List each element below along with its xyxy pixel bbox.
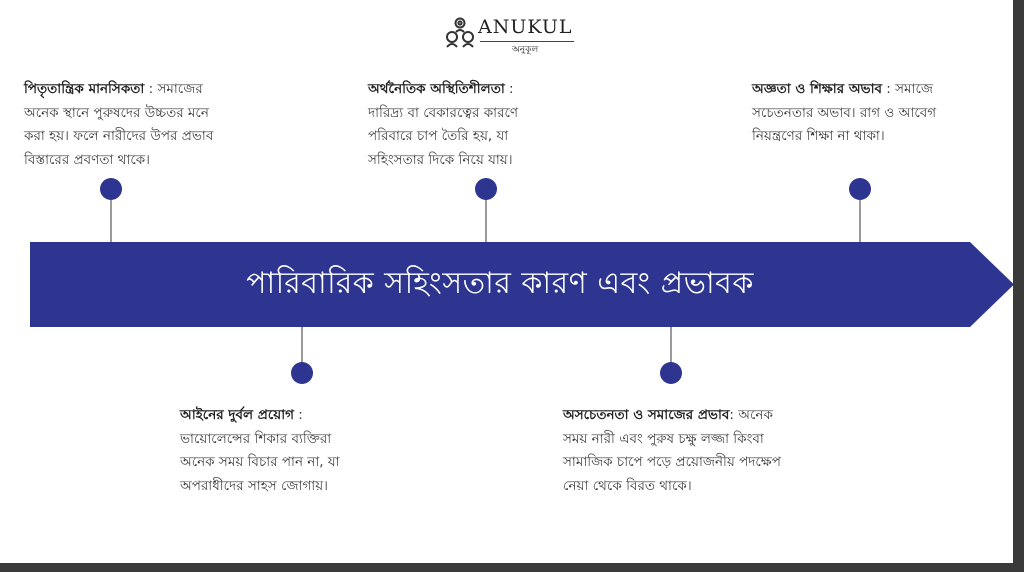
cause-separator: :: [293, 407, 303, 423]
timeline-dot: [475, 178, 497, 200]
title-banner-arrow: [30, 242, 1014, 327]
timeline-dot: [849, 178, 871, 200]
window-frame-right: [1013, 0, 1024, 572]
cause-heading: অজ্ঞতা ও শিক্ষার অভাব: [752, 81, 882, 97]
cause-block-unawareness: [563, 404, 863, 498]
window-frame-bottom: [0, 563, 1024, 572]
cause-line: সামাজিক চাপে পড়ে প্রয়োজনীয় পদক্ষেপ: [563, 454, 781, 470]
cause-line: সচেতনতার অভাব। রাগ ও আবেগ: [752, 104, 937, 121]
connector-stem: [110, 198, 112, 242]
cause-line: অপরাধীদের সাহস জোগায়।: [180, 477, 329, 494]
cause-heading: অসচেতনতা ও সমাজের প্রভাব: [563, 407, 730, 423]
cause-separator: :: [144, 81, 158, 97]
cause-line: বিস্তারের প্রবণতা থাকে।: [24, 151, 151, 168]
cause-heading: পিতৃতান্ত্রিক মানসিকতা: [24, 81, 145, 97]
cause-heading: অর্থনৈতিক অস্থিতিশীলতা: [368, 81, 505, 97]
cause-line: নিয়ন্ত্রণের শিক্ষা না থাকা।: [752, 128, 885, 144]
cause-line: অনেক সময় বিচার পান না, যা: [180, 454, 340, 470]
cause-line: সমাজের: [157, 81, 203, 97]
cause-block-ignorance: [752, 78, 1002, 149]
cause-block-patriarchy: [24, 78, 284, 172]
cause-line: পরিবারে চাপ তৈরি হয়, যা: [368, 128, 509, 144]
cause-line: দারিদ্র্য বা বেকারত্বের কারণে: [368, 104, 519, 121]
banner-title: পারিবারিক সহিংসতার কারণ এবং প্রভাবক: [246, 266, 754, 301]
timeline-dot: [660, 362, 682, 384]
timeline-dot: [100, 178, 122, 200]
anukul-logo: [444, 14, 584, 54]
cause-line: করা হয়। ফলে নারীদের উপর প্রভাব: [24, 128, 214, 144]
cause-heading: আইনের দুর্বল প্রয়োগ: [180, 407, 294, 423]
cause-line: অনেক স্থানে পুরুষদের উচ্চতর মনে: [24, 104, 209, 121]
cause-block-weak-law: [180, 404, 430, 498]
cause-line: নেয়া থেকে বিরত থাকে।: [563, 477, 692, 494]
connector-stem: [859, 198, 861, 242]
cause-separator: :: [882, 81, 896, 97]
cause-line: অনেক: [738, 407, 773, 423]
cause-line: সময় নারী এবং পুরুষ চক্ষু লজ্জা কিংবা: [563, 430, 764, 447]
connector-stem: [485, 198, 487, 242]
timeline-dot: [291, 362, 313, 384]
cause-block-economic: [368, 78, 608, 172]
cause-line: সমাজে: [895, 81, 933, 97]
three-figures-logo-icon: [444, 16, 476, 50]
logo-name: ANUKUL: [478, 16, 573, 38]
cause-separator: :: [729, 407, 739, 423]
cause-line: ভায়োলেন্সের শিকার ব্যক্তিরা: [180, 430, 332, 447]
logo-subtitle: অনুকূল: [510, 42, 540, 57]
cause-separator: :: [504, 81, 514, 97]
cause-line: সহিংসতার দিকে নিয়ে যায়।: [368, 151, 513, 168]
